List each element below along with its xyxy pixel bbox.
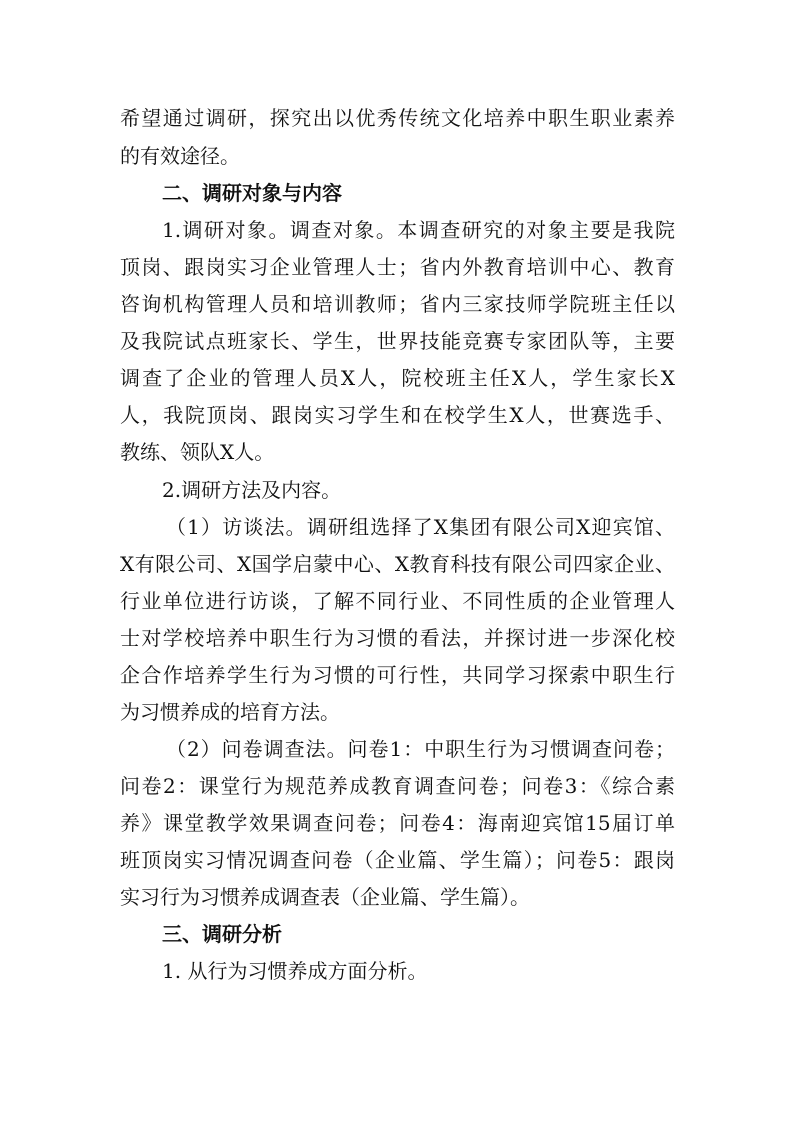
paragraph-line: 企合作培养学生行为习惯的可行性，共同学习探索中职生行 — [120, 663, 675, 687]
paragraph-line: X有限公司、X国学启蒙中心、X教育科技有限公司四家企业、 — [120, 552, 675, 576]
paragraph-line: 班顶岗实习情况调查问卷（企业篇、学生篇）；问卷5：跟岗 — [120, 848, 675, 872]
paragraph-line: 为习惯养成的培育方法。 — [120, 700, 340, 724]
paragraph-line: 调查了企业的管理人员X人，院校班主任X人，学生家长X — [120, 366, 675, 390]
paragraph-line: 咨询机构管理人员和培训教师；省内三家技师学院班主任以 — [120, 292, 675, 316]
paragraph-line: 行业单位进行访谈，了解不同行业、不同性质的企业管理人 — [120, 589, 675, 613]
paragraph-line: 人，我院顶岗、跟岗实习学生和在校学生X人，世赛选手、 — [120, 403, 675, 427]
paragraph-line: 养》课堂教学效果调查问卷；问卷4：海南迎宾馆15届订单 — [120, 811, 675, 835]
paragraph-line: 及我院试点班家长、学生，世界技能竞赛专家团队等，主要 — [120, 329, 675, 353]
paragraph-line: 实习行为习惯养成调查表（企业篇、学生篇）。 — [120, 885, 530, 909]
paragraph-line: 的有效途径。 — [120, 144, 240, 168]
paragraph-line: 1.调研对象。调查对象。本调查研究的对象主要是我院 — [162, 218, 675, 242]
paragraph-line: （2）问卷调查法。问卷1：中职生行为习惯调查问卷； — [166, 737, 675, 761]
paragraph-line: 2.调研方法及内容。 — [162, 478, 342, 502]
paragraph-line: 顶岗、跟岗实习企业管理人士；省内外教育培训中心、教育 — [120, 255, 675, 279]
paragraph-line: 问卷2：课堂行为规范养成教育调查问卷；问卷3：《综合素 — [120, 774, 675, 798]
paragraph-line: 教练、领队X人。 — [120, 440, 275, 464]
paragraph-line: 士对学校培养中职生行为习惯的看法，并探讨进一步深化校 — [120, 626, 675, 650]
section-heading: 二、调研对象与内容 — [162, 181, 342, 205]
section-heading: 三、调研分析 — [162, 922, 282, 946]
paragraph-line: （1）访谈法。调研组选择了X集团有限公司X迎宾馆、 — [166, 515, 675, 539]
paragraph-line: 希望通过调研，探究出以优秀传统文化培养中职生职业素养 — [120, 106, 675, 130]
paragraph-line: 1. 从行为习惯养成方面分析。 — [162, 959, 428, 983]
